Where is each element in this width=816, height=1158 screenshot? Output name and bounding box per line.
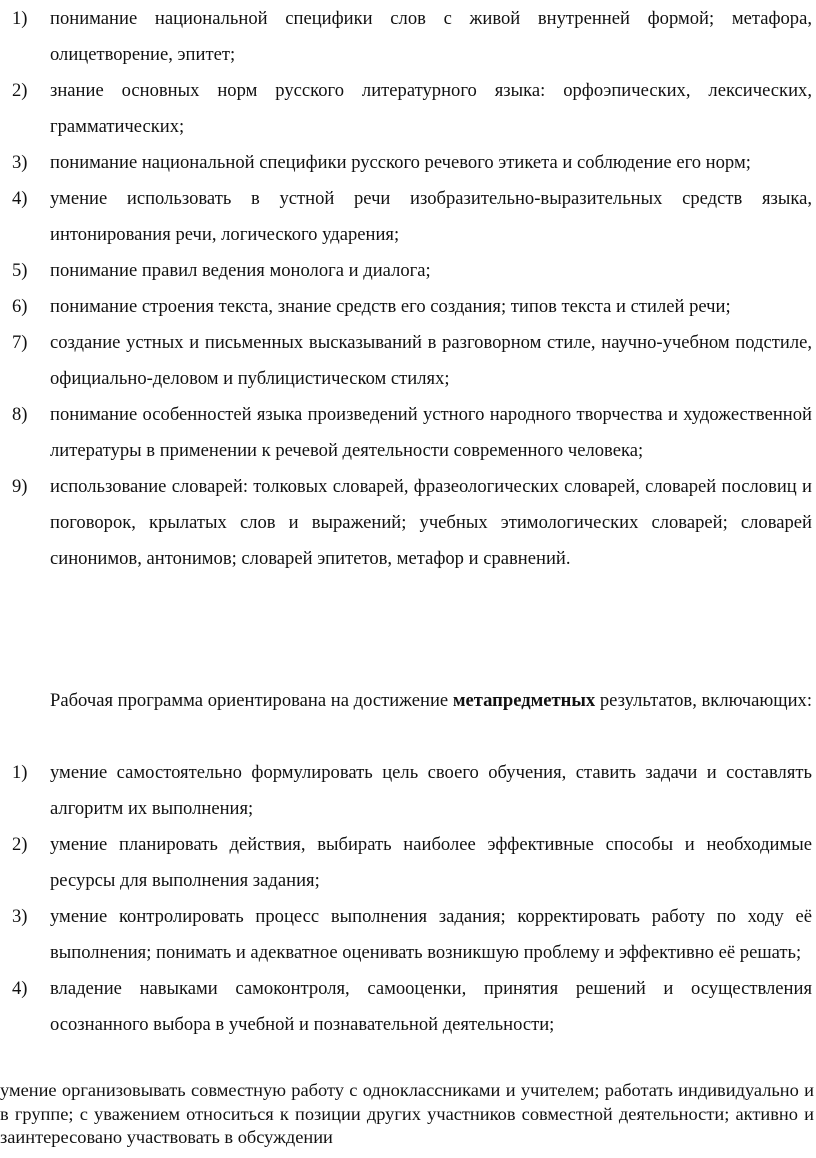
metasubject-intro-paragraph (0, 683, 814, 719)
item-text: умение контролировать процесс выполнения задания; корректировать работу по ходу её выполнения; понимать и адекватное оценивать возникшую проблему и эффективно её решать; (50, 906, 812, 963)
list-item (0, 827, 814, 899)
list-item (0, 73, 814, 145)
item-text: понимание национальной специфики русского речевого этикета и соблюдение его норм; (50, 152, 751, 173)
item-number: 8) (12, 404, 28, 425)
subject-results-list (0, 0, 814, 577)
item-number: 3) (12, 906, 28, 927)
list-item (0, 971, 814, 1043)
list-item (0, 325, 814, 397)
item-text: использование словарей: толковых словарей, фразеологических словарей, словарей пословиц и поговорок, крылатых слов и выражений; учебных этимологических словарей; словарей синонимов, антонимов; словарей эпитетов, метафор и сравнений. (50, 476, 812, 569)
item-number: 1) (12, 8, 28, 29)
item-number: 7) (12, 332, 28, 353)
item-text: понимание правил ведения монолога и диалога; (50, 260, 431, 281)
list-item (0, 899, 814, 971)
item-text: понимание строения текста, знание средств его создания; типов текста и стилей речи; (50, 296, 731, 317)
list-item (0, 755, 814, 827)
item-number: 4) (12, 188, 28, 209)
item-number: 2) (12, 80, 28, 101)
item-number: 4) (12, 978, 28, 999)
item-number: 2) (12, 834, 28, 855)
item-number: 1) (12, 762, 28, 783)
paragraph-bold-term: метапредметных (452, 690, 596, 711)
list-item (0, 1, 814, 73)
list-item (0, 469, 814, 577)
list-item (0, 253, 814, 289)
tail-paragraph: умение организовывать совместную работу с одноклассниками и учителем; работать индивидуально и в группе; с уважением относиться к позиции других участников совместной деятельности; активно и заинтересовано участвовать в обсуждении (0, 1080, 814, 1147)
paragraph-text-before: Рабочая программа ориентирована на достижение (50, 690, 449, 711)
item-number: 5) (12, 260, 28, 281)
list-item (0, 145, 814, 181)
item-text: понимание особенностей языка произведений устного народного творчества и художественной литературы в применении к речевой деятельности современного человека; (50, 404, 812, 461)
item-number: 9) (12, 476, 28, 497)
item-text: умение самостоятельно формулировать цель своего обучения, ставить задачи и составлять алгоритм их выполнения; (50, 762, 812, 819)
item-text: умение использовать в устной речи изобразительно-выразительных средств языка, интонирования речи, логического ударения; (50, 188, 812, 245)
item-text: понимание национальной специфики слов с живой внутренней формой; метафора, олицетворение, эпитет; (50, 8, 812, 65)
item-number: 6) (12, 296, 28, 317)
list-item (0, 289, 814, 325)
paragraph-text-after: результатов, включающих: (599, 690, 813, 711)
item-text: умение планировать действия, выбирать наиболее эффективные способы и необходимые ресурсы для выполнения задания; (50, 834, 812, 891)
item-text: знание основных норм русского литературного языка: орфоэпических, лексических, грамматических; (50, 80, 812, 137)
item-text: создание устных и письменных высказываний в разговорном стиле, научно-учебном подстиле, официально-деловом и публицистическом стилях; (50, 332, 812, 389)
item-text: владение навыками самоконтроля, самооценки, принятия решений и осуществления осознанного выбора в учебной и познавательной деятельности; (50, 978, 812, 1035)
metasubject-results-list (0, 755, 814, 1043)
list-item (0, 397, 814, 469)
item-number: 3) (12, 152, 28, 173)
list-item (0, 181, 814, 253)
